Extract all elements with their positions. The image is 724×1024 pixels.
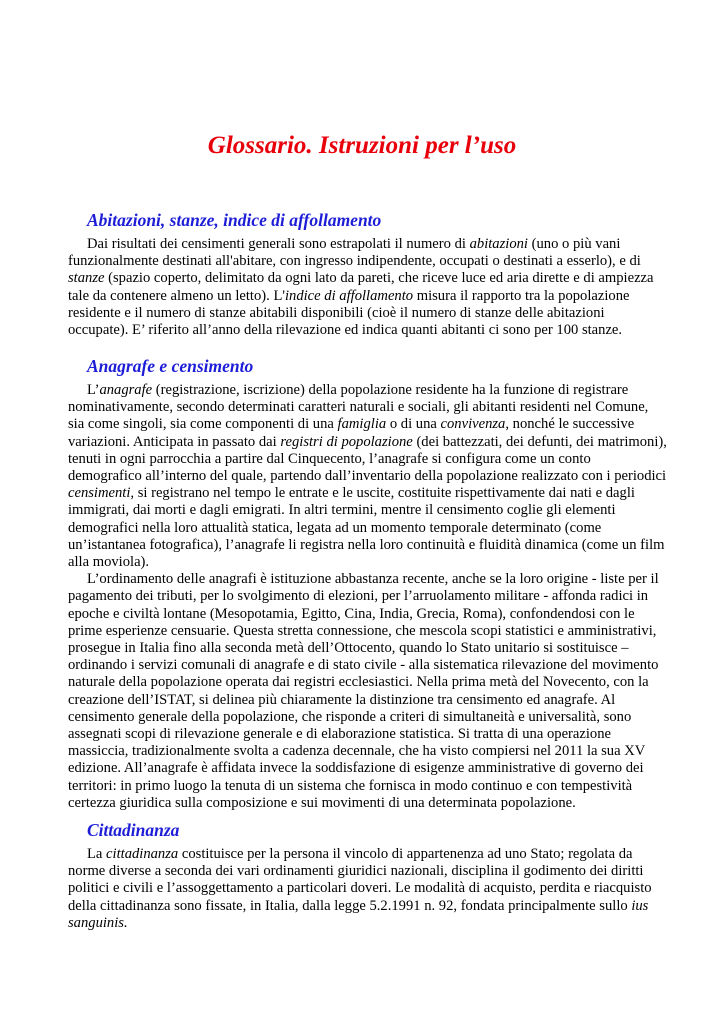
text-run: nonché le successive variazioni. Anticipata in passato dai	[68, 416, 635, 450]
text-run: (spazio coperto, delimitato da ogni lato da pareti, che riceve luce ed aria dirette e di ampiezza tale da contenere almeno un letto). L'	[68, 270, 654, 304]
paragraph	[68, 571, 668, 812]
section-abitazioni	[68, 209, 668, 339]
italic-term: anagrafe	[99, 382, 153, 398]
text-run: La	[87, 846, 107, 862]
text-run: L’ordinamento delle anagrafi è istituzione abbastanza recente, anche se la loro origine - liste per il pagamento dei tributi, per lo svolgimento di elezioni, per l’arruolamento militare - affonda radici in epoche e civiltà lontane (Mesopotamia, Egitto, Cina, India, Grecia, Roma), confondendosi con le prime esperienze censuarie. Questa stretta connessione, che mescola scopi statistici e amministrativi, prosegue in Italia fino alla seconda metà dell’Ottocento, quando lo Stato unitario si sostituisce – ordinando i servizi comunali di anagrafe e di stato civile - alla sistematica rilevazione del movimento naturale della popolazione operata dai registri ecclesiastici. Nella prima metà del Novecento, con la creazione dell’ISTAT, si delinea più chiaramente la distinzione tra censimento ed anagrafe. Al censimento generale della popolazione, che risponde a criteri di simultaneità e universalità, sono assegnati scopi di rilevazione generale e di elaborazione statistica. Si tratta di una operazione massiccia, tradizionalmente svolta a cadenza decennale, che ha visto compiersi nel 2011 la sua XV edizione. All’anagrafe è affidata invece la soddisfazione di esigenze amministrative di governo dei territori: in primo luogo la tenuta di un sistema che fornisca in modo continuo e con tempestività certezza giuridica sulla composizione e sui movimenti di una determinata popolazione.	[68, 571, 659, 811]
text-run: Dai risultati dei censimenti generali sono estrapolati il numero di	[87, 236, 470, 252]
section-anagrafe	[68, 355, 668, 812]
section-heading-anagrafe: Anagrafe e censimento	[87, 356, 254, 376]
text-run: L’	[87, 382, 100, 398]
paragraph	[68, 382, 668, 571]
paragraph	[68, 236, 668, 339]
italic-term: cittadinanza	[106, 846, 179, 862]
text-run: (registrazione, iscrizione) della popolazione residente ha la funzione di registrare nominativamente, secondo determinati caratteri naturali e sociali, gli abitanti residenti nel Comune, sia come singoli, sia come componenti di una	[68, 382, 649, 433]
document-title: Glossario. Istruzioni per l’uso	[207, 131, 517, 159]
italic-term: registri di popolazione	[280, 433, 413, 450]
text-run: costituisce per la persona il vincolo di appartenenza ad uno Stato; regolata da norme diverse a seconda dei vari ordinamenti giuridici nazionali, disciplina il godimento dei diritti politici e civili e l’assoggettamento a particolari doveri. Le modalità di acquisto, perdita e riacquisto della cittadinanza sono fissate, in Italia, dalla legge 5.2.1991 n. 92, fondata principalmente sullo	[68, 846, 652, 914]
italic-term: convivenza,	[440, 416, 509, 433]
italic-term: indice di affollamento	[284, 287, 414, 304]
text-run: (dei battezzati, dei defunti, dei matrimoni), tenuti in ogni parrocchia a partire dal Cinquecento, l’anagrafe si configura come un conto demografico all’interno del quale, partendo dall’inventario della popolazione realizzato con i periodici	[68, 433, 667, 485]
section-heading-cittadinanza: Cittadinanza	[87, 820, 180, 840]
text-run: misura il rapporto tra la popolazione residente e il numero di stanze abitabili disponibili (cioè il numero di stanze delle abitazioni occupate). E’ riferito all’anno della rilevazione ed indica quanti abitanti ci sono per 100 stanze.	[68, 287, 630, 339]
paragraph	[68, 846, 668, 932]
italic-term: stanze	[68, 270, 105, 287]
text-run: o di una	[386, 416, 441, 433]
section-cittadinanza	[68, 819, 668, 932]
text-run: (uno o più vani funzionalmente destinati all'abitare, con ingresso indipendente, occupati o destinati a esserlo), e di	[68, 236, 641, 270]
section-heading-abitazioni: Abitazioni, stanze, indice di affollamento	[87, 210, 382, 230]
italic-term: famiglia	[337, 416, 387, 433]
italic-term: censimenti,	[68, 485, 135, 502]
italic-term: abitazioni	[469, 236, 528, 252]
text-run: si registrano nel tempo le entrate e le uscite, costituite rispettivamente dai nati e dagli immigrati, dai morti e dagli emigrati. In altri termini, mentre il censimento coglie gli elementi demografici nella loro attualità statica, legata ad un momento temporale determinato (come un’istantanea fotografica), l’anagrafe li registra nella loro continuità e fluidità dinamica (come un film alla moviola).	[68, 485, 665, 571]
italic-term: ius sanguinis.	[68, 897, 649, 931]
